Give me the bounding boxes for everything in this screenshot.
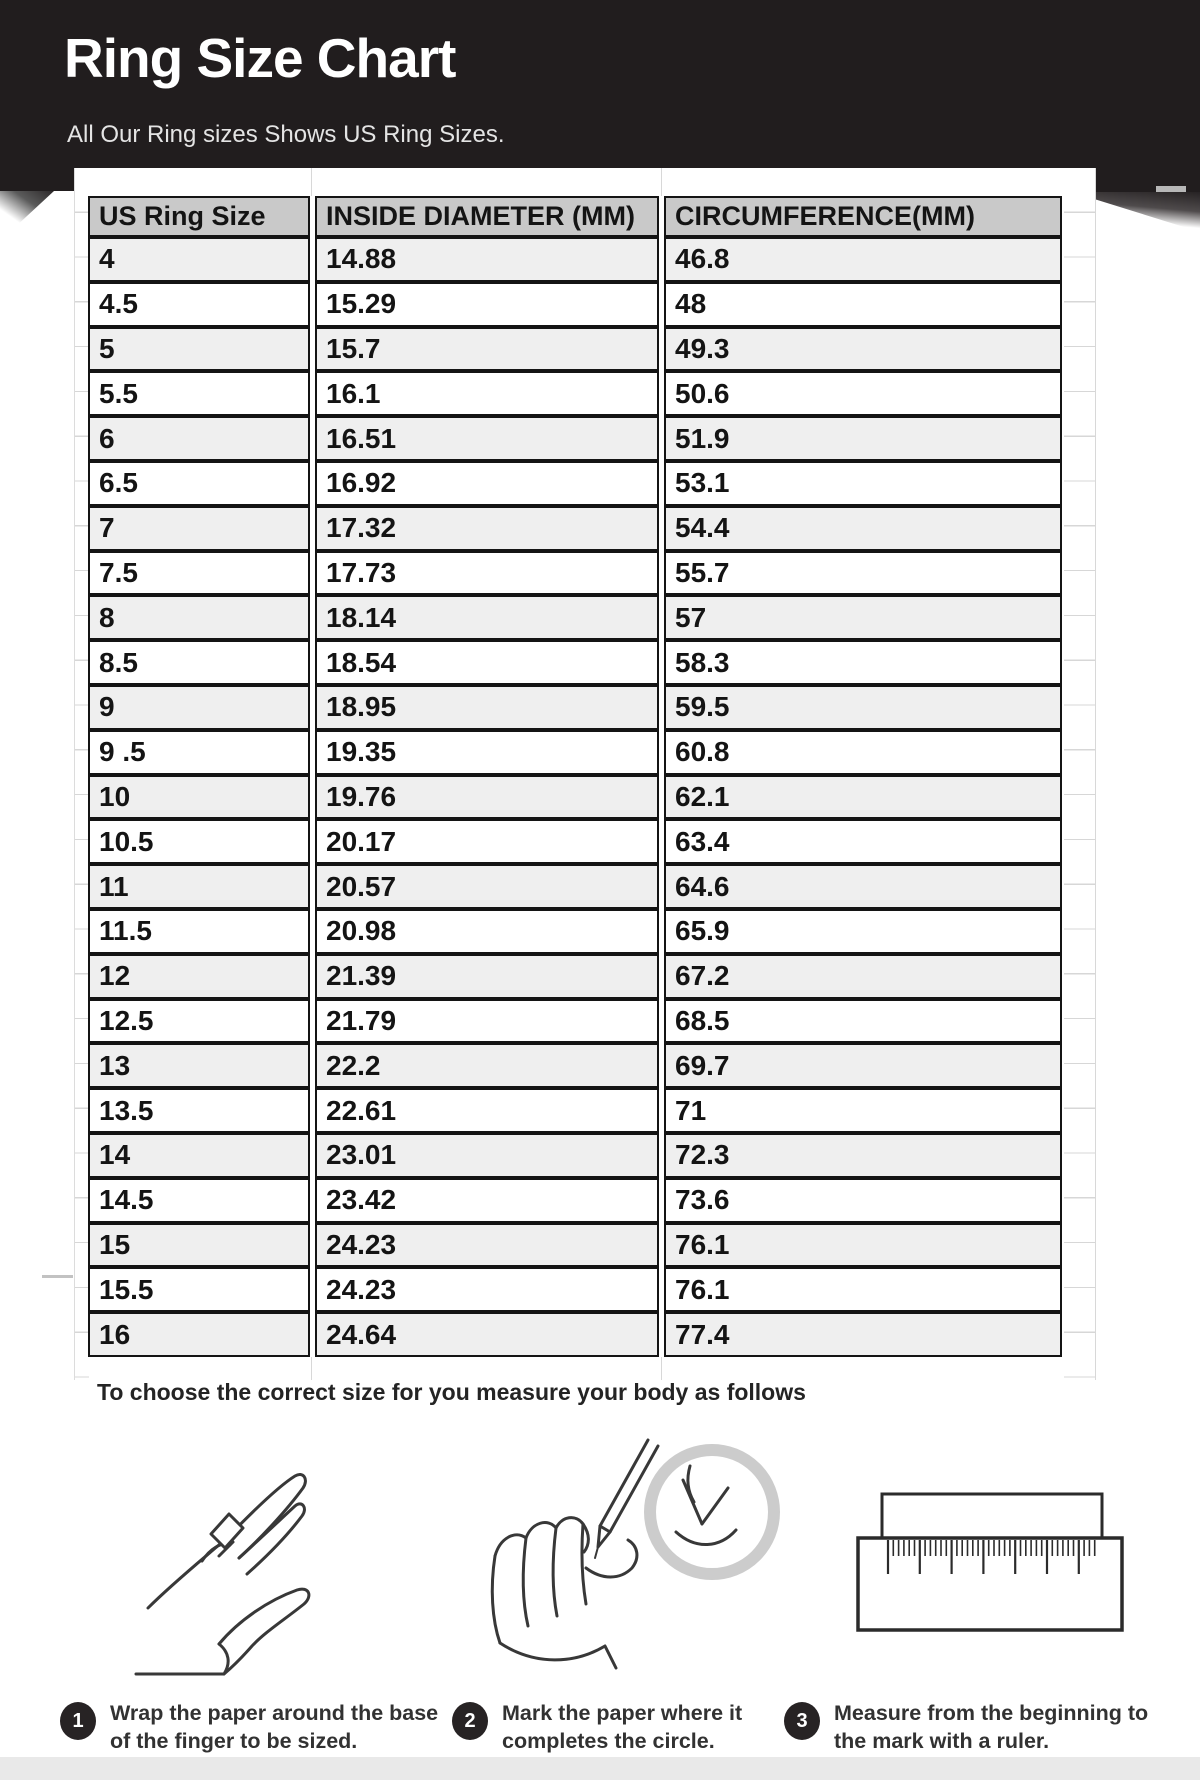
table-cell: 73.6 xyxy=(664,1178,1062,1223)
table-cell: 18.14 xyxy=(315,595,659,640)
page-curl-shadow-left xyxy=(0,191,54,241)
table-cell: 76.1 xyxy=(664,1267,1062,1312)
table-cell: 71 xyxy=(664,1088,1062,1133)
table-cell: 9 xyxy=(88,685,310,730)
ruler-measure-illustration xyxy=(852,1488,1128,1636)
table-cell: 19.35 xyxy=(315,730,659,775)
table-cell: 22.61 xyxy=(315,1088,659,1133)
page-curl-shadow-right xyxy=(1095,192,1200,232)
table-cell: 20.57 xyxy=(315,864,659,909)
table-cell: 15.29 xyxy=(315,282,659,327)
table-cell: 68.5 xyxy=(664,999,1062,1044)
table-cell: 46.8 xyxy=(664,237,1062,282)
column-header-circumference: CIRCUMFERENCE(MM) xyxy=(664,196,1062,237)
table-cell: 21.39 xyxy=(315,954,659,999)
table-cell: 6 xyxy=(88,416,310,461)
step-2-text: Mark the paper where it completes the circle. xyxy=(502,1701,743,1753)
step-3-number-badge: 3 xyxy=(784,1702,820,1740)
sheet-gridline xyxy=(661,168,662,196)
table-cell: 18.54 xyxy=(315,640,659,685)
table-cell: 6.5 xyxy=(88,461,310,506)
table-cell: 10 xyxy=(88,775,310,820)
column-header-us-ring-size: US Ring Size xyxy=(88,196,310,237)
table-cell: 55.7 xyxy=(664,551,1062,596)
ring-size-table xyxy=(88,196,1062,1357)
hero-banner xyxy=(0,0,1200,168)
table-cell: 23.01 xyxy=(315,1133,659,1178)
table-cell: 16.51 xyxy=(315,416,659,461)
table-cell: 14 xyxy=(88,1133,310,1178)
column-header-inside-diameter: INSIDE DIAMETER (MM) xyxy=(315,196,659,237)
step-3-text: Measure from the beginning to the mark with a ruler. xyxy=(834,1701,1149,1753)
table-cell: 67.2 xyxy=(664,954,1062,999)
table-cell: 5 xyxy=(88,327,310,372)
bottom-gray-band xyxy=(0,1757,1200,1780)
table-cell: 10.5 xyxy=(88,819,310,864)
table-cell: 76.1 xyxy=(664,1223,1062,1268)
table-cell: 64.6 xyxy=(664,864,1062,909)
sheet-gridline xyxy=(661,1357,662,1380)
table-cell: 62.1 xyxy=(664,775,1062,820)
table-cell: 54.4 xyxy=(664,506,1062,551)
table-cell: 49.3 xyxy=(664,327,1062,372)
table-cell: 8.5 xyxy=(88,640,310,685)
table-cell: 65.9 xyxy=(664,909,1062,954)
table-cell: 60.8 xyxy=(664,730,1062,775)
sheet-gutter-left xyxy=(74,168,89,1380)
table-cell: 15.5 xyxy=(88,1267,310,1312)
table-cell: 20.17 xyxy=(315,819,659,864)
table-cell: 4.5 xyxy=(88,282,310,327)
table-cell: 15 xyxy=(88,1223,310,1268)
table-cell: 24.64 xyxy=(315,1312,659,1357)
table-cell: 12.5 xyxy=(88,999,310,1044)
table-cell: 17.73 xyxy=(315,551,659,596)
table-cell: 21.79 xyxy=(315,999,659,1044)
table-cell: 16 xyxy=(88,1312,310,1357)
table-cell: 23.42 xyxy=(315,1178,659,1223)
table-cell: 51.9 xyxy=(664,416,1062,461)
table-cell: 20.98 xyxy=(315,909,659,954)
table-cell: 58.3 xyxy=(664,640,1062,685)
table-cell: 48 xyxy=(664,282,1062,327)
table-cell: 13 xyxy=(88,1043,310,1088)
table-cell: 18.95 xyxy=(315,685,659,730)
table-cell: 19.76 xyxy=(315,775,659,820)
sheet-gridline xyxy=(311,168,312,196)
hero-edge-left xyxy=(0,167,74,191)
table-cell: 16.92 xyxy=(315,461,659,506)
table-cell: 72.3 xyxy=(664,1133,1062,1178)
table-cell: 24.23 xyxy=(315,1223,659,1268)
table-cell: 59.5 xyxy=(664,685,1062,730)
table-cell: 63.4 xyxy=(664,819,1062,864)
table-cell: 7 xyxy=(88,506,310,551)
table-cell: 7.5 xyxy=(88,551,310,596)
table-cell: 53.1 xyxy=(664,461,1062,506)
table-cell: 14.5 xyxy=(88,1178,310,1223)
table-cell: 77.4 xyxy=(664,1312,1062,1357)
table-cell: 9 .5 xyxy=(88,730,310,775)
hand-paper-wrap-illustration xyxy=(118,1448,323,1683)
step-1 xyxy=(60,1700,455,1756)
table-cell: 11.5 xyxy=(88,909,310,954)
page-subtitle: All Our Ring sizes Shows US Ring Sizes. xyxy=(67,121,505,148)
step-2 xyxy=(452,1700,802,1756)
instructions-heading: To choose the correct size for you measure your body as follows xyxy=(97,1379,806,1405)
table-cell: 11 xyxy=(88,864,310,909)
ruler xyxy=(858,1538,1122,1630)
sheet-gridline xyxy=(311,1357,312,1380)
table-cell: 24.23 xyxy=(315,1267,659,1312)
table-cell: 15.7 xyxy=(315,327,659,372)
sheet-gutter-right xyxy=(1064,168,1096,1380)
table-cell: 12 xyxy=(88,954,310,999)
sheet-artifact-dash xyxy=(42,1275,73,1278)
table-cell: 22.2 xyxy=(315,1043,659,1088)
hand-pen-mark-illustration xyxy=(440,1428,790,1688)
table-cell: 14.88 xyxy=(315,237,659,282)
step-3 xyxy=(784,1700,1184,1756)
table-cell: 50.6 xyxy=(664,371,1062,416)
table-cell: 4 xyxy=(88,237,310,282)
step-1-text: Wrap the paper around the base of the finger to be sized. xyxy=(110,1701,439,1753)
step-1-number-badge: 1 xyxy=(60,1702,96,1740)
page-title: Ring Size Chart xyxy=(64,27,456,89)
table-cell: 13.5 xyxy=(88,1088,310,1133)
table-cell: 16.1 xyxy=(315,371,659,416)
table-cell: 17.32 xyxy=(315,506,659,551)
table-cell: 5.5 xyxy=(88,371,310,416)
step-2-number-badge: 2 xyxy=(452,1702,488,1740)
table-cell: 8 xyxy=(88,595,310,640)
table-cell: 57 xyxy=(664,595,1062,640)
paper-strip xyxy=(882,1494,1102,1538)
table-cell: 69.7 xyxy=(664,1043,1062,1088)
